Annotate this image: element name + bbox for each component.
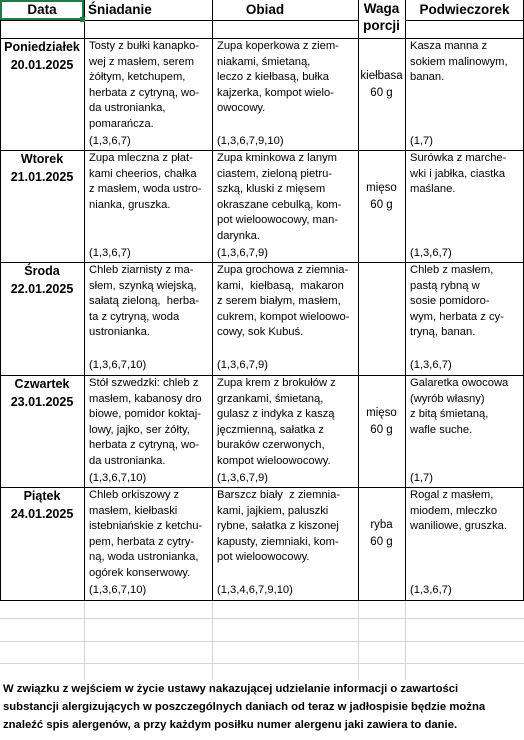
gridline [0,618,524,619]
column-border [405,0,406,600]
waga-porcji[interactable]: kiełbasa 60 g [360,70,403,99]
sniadanie-allergens[interactable]: (1,3,6,7,10) [89,359,147,371]
column-border [0,0,1,600]
podwieczorek-allergens[interactable]: (1,3,6,7) [410,584,452,596]
column-border [358,0,359,600]
row-border [405,20,524,21]
row-border [0,487,524,488]
waga-porcji[interactable]: mięso 60 g [366,407,397,436]
obiad-allergens[interactable]: (1,3,4,6,7,9,10) [217,584,293,596]
sniadanie-allergens[interactable]: (1,3,6,7) [89,135,131,147]
day-date[interactable]: 24.01.2025 [10,507,74,521]
header-data[interactable]: Data [27,2,57,17]
row-border [0,150,524,151]
day-date[interactable]: 22.01.2025 [10,282,74,296]
row-border [0,375,524,376]
active-cell-selection [0,0,84,20]
waga-porcji[interactable] [358,292,405,332]
day-name[interactable]: Wtorek [20,152,64,166]
gridline [358,600,359,680]
waga-porcji[interactable]: mięso 60 g [366,182,397,211]
row-border [0,38,524,39]
obiad-text[interactable]: Zupa kminkowa z lanym ciastem, zieloną pietru- szką, kluski z mięsem okraszane cebulką, kom- pot wieloowocowy, man- darynka. [217,152,342,242]
gridline [0,641,524,642]
podwieczorek-text[interactable]: Chleb z masłem, pastą rybną w sosie pomidoro- wym, herbata z cy- tryną, banan. [410,264,504,339]
row-border [0,20,358,21]
header-waga-line1: Waga [363,2,400,16]
obiad-allergens[interactable]: (1,3,6,7,9) [217,247,268,259]
obiad-text[interactable]: Barszcz biały z ziemnia- kami, jajkiem, paluszki rybne, sałatka z kiszonej kapusty, ziemniaki, kom- pot wieloowocowy. [217,489,341,564]
sniadanie-allergens[interactable]: (1,3,6,7,10) [89,584,147,596]
allergen-note: W związku z wejściem w życie ustawy nakazującej udzielanie informacji o zawartości substancji alergizujących w poszczególnych daniach od teraz w jadłospisie będzie można znaleźć spis alergenów, a przy każdym posiłku numer alergenu jaki zawiera to danie. [3,683,486,731]
sniadanie-text[interactable]: Zupa mleczna z płat- kami cheerios, chałka z masłem, woda ustro- nianka, gruszka. [89,152,202,211]
header-obiad[interactable]: Obiad [245,2,285,17]
day-name[interactable]: Czwartek [14,377,70,391]
sniadanie-allergens[interactable]: (1,3,6,7,10) [89,472,147,484]
header-sniadanie[interactable]: Śniadanie [88,2,152,17]
sniadanie-text[interactable]: Stół szwedzki: chleb z masłem, kabanosy dro biowe, pomidor koktaj- lowy, jajko, ser żółty, herbata z cytryną, wo- da ustronianka. [89,377,202,467]
obiad-allergens[interactable]: (1,3,6,7,9) [217,472,268,484]
obiad-text[interactable]: Zupa koperkowa z ziem- niakami, śmietaną, leczo z kiełbasą, bułka kajzerka, kompot wielo- owocowy. [217,40,339,115]
day-date[interactable]: 20.01.2025 [10,58,74,72]
sniadanie-allergens[interactable]: (1,3,6,7) [89,247,131,259]
day-name[interactable]: Piątek [23,489,61,503]
day-name[interactable]: Środa [24,264,60,278]
podwieczorek-text[interactable]: Galaretka owocowa (wyrób własny) z bitą śmietaną, wafle suche. [410,377,509,436]
header-waga-line2: porcji [363,18,400,33]
obiad-allergens[interactable]: (1,3,6,7,9) [217,359,268,371]
day-date[interactable]: 21.01.2025 [10,170,74,184]
waga-porcji[interactable]: ryba 60 g [370,519,393,548]
row-border [0,600,524,601]
fill-handle[interactable] [80,17,85,22]
gridline [212,600,213,680]
column-border [84,0,85,600]
header-waga[interactable] [358,2,405,38]
podwieczorek-text[interactable]: Surówka z marche- wki i jabłka, ciastka maślane. [410,152,507,196]
podwieczorek-allergens[interactable]: (1,3,6,7) [410,359,452,371]
gridline [84,600,85,680]
header-podwieczorek[interactable]: Podwieczorek [419,2,510,17]
obiad-allergens[interactable]: (1,3,6,7,9,10) [217,135,284,147]
podwieczorek-allergens[interactable]: (1,7) [410,472,434,484]
day-date[interactable]: 23.01.2025 [10,395,74,409]
day-name[interactable]: Poniedziałek [4,40,80,54]
gridline [0,663,524,664]
gridline [405,600,406,680]
obiad-text[interactable]: Zupa krem z brokułów z grzankami, śmietaną, gulasz z indyka z kaszą jęczmienną, sałatka z buraków czerwonych, kompot wieloowocowy. [217,377,336,467]
obiad-text[interactable]: Zupa grochowa z ziemnia- kami, kiełbasą, makaron z serem białym, masłem, cukrem, kompot wieloowo- cowy, sok Kubuś. [217,264,350,339]
podwieczorek-allergens[interactable]: (1,3,6,7) [410,247,452,259]
sniadanie-text[interactable]: Chleb ziarnisty z ma- słem, szynką wiejską, sałatą zieloną, herba- ta z cytryną, woda ustronianka. [89,264,200,339]
sniadanie-text[interactable]: Tosty z bułki kanapko- wej z masłem, serem żółtym, ketchupem, herbata z cytryną, wo- da ustronianka, pomarańcza. [89,40,200,130]
sniadanie-text[interactable]: Chleb orkiszowy z masłem, kiełbaski istebniańskie z ketchu- pem, herbata z cytry- ną, woda ustronianka, ogórek konserwowy. [89,489,203,579]
row-border [0,262,524,263]
podwieczorek-allergens[interactable]: (1,7) [410,135,434,147]
podwieczorek-text[interactable]: Rogal z masłem, miodem, mleczko waniliowe, gruszka. [410,489,508,533]
podwieczorek-text[interactable]: Kasza manna z sokiem malinowym, banan. [410,40,508,84]
column-border [212,0,213,600]
